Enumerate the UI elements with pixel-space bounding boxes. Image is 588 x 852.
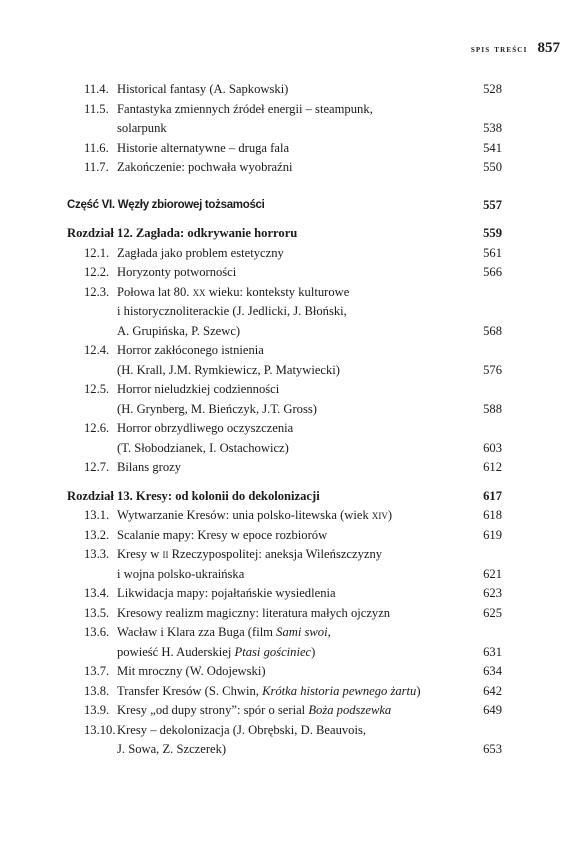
toc-entry <box>0 400 588 420</box>
entry-title: Kresy – dekolonizacja (J. Obrębski, D. Beauvois, <box>117 722 367 737</box>
section-number: 13.1. <box>84 508 110 522</box>
entry-title: Rozdział 12. Zagłada: odkrywanie horroru <box>67 226 298 240</box>
section-number: 11.4. <box>84 82 109 96</box>
section-number: 12.6. <box>84 421 110 435</box>
toc-entry <box>0 584 588 604</box>
section-number: 11.6. <box>84 140 109 155</box>
toc-entry <box>0 419 588 439</box>
table-of-contents <box>0 80 588 760</box>
section-number: 13.9. <box>84 703 110 717</box>
toc-entry <box>0 119 588 139</box>
running-header-title: spis treści <box>470 44 528 55</box>
page-ref: 561 <box>483 245 502 260</box>
entry-title: J. Sowa, Z. Szczerek) <box>117 742 227 756</box>
entry-title: Horror obrzydliwego oczyszczenia <box>117 421 294 435</box>
entry-title: (H. Grynberg, M. Bieńczyk, J.T. Gross) <box>117 401 317 416</box>
toc-entry <box>0 604 588 624</box>
section-number: 12.3. <box>84 284 110 299</box>
section-number: 12.1. <box>84 245 110 260</box>
section-number: 12.5. <box>84 382 110 396</box>
toc-entry <box>0 380 588 400</box>
section-number: 12.2. <box>84 265 110 279</box>
toc-entry <box>0 302 588 322</box>
entry-title: Zakończenie: pochwała wyobraźni <box>117 160 293 174</box>
toc-entry <box>0 526 588 546</box>
page-ref: 603 <box>483 440 502 455</box>
spacer <box>0 215 588 224</box>
entry-title: A. Grupińska, P. Szewc) <box>117 323 241 338</box>
entry-title: Kresy „od dupy strony”: spór o serial Boża podszewka <box>117 703 392 717</box>
entry-title: Likwidacja mapy: pojałtańskie wysiedlenia <box>117 586 336 600</box>
section-number: 11.7. <box>84 160 109 174</box>
page-ref: 612 <box>483 460 502 474</box>
entry-title: Połowa lat 80. xx wieku: konteksty kulturowe <box>117 284 350 299</box>
toc-entry <box>0 439 588 459</box>
toc-entry <box>0 565 588 585</box>
toc-entry <box>0 244 588 264</box>
section-number: 13.6. <box>84 625 110 639</box>
entry-title: (H. Krall, J.M. Rymkiewicz, P. Matywiecki) <box>117 362 340 377</box>
section-number: 13.3. <box>84 547 110 561</box>
entry-title: Zagłada jako problem estetyczny <box>117 245 284 260</box>
entry-title: Rozdział 13. Kresy: od kolonii do dekolonizacji <box>67 488 320 503</box>
section-number: 13.5. <box>84 605 110 620</box>
page-ref: 568 <box>483 323 502 338</box>
page-ref: 618 <box>483 508 502 522</box>
toc-entry <box>0 158 588 178</box>
entry-title: Historie alternatywne – druga fala <box>117 140 290 155</box>
page-ref: 634 <box>483 664 502 678</box>
entry-title: solarpunk <box>117 121 167 135</box>
page-ref: 619 <box>483 527 502 542</box>
entry-title: Horror zakłóconego istnienia <box>117 343 264 357</box>
chapter-heading <box>0 487 588 507</box>
toc-entry <box>0 361 588 381</box>
section-number: 12.4. <box>84 343 110 357</box>
running-header <box>471 40 560 57</box>
section-number: 13.10. <box>84 722 116 737</box>
toc-entry <box>0 545 588 565</box>
page-ref: 559 <box>483 226 502 240</box>
chapter-heading <box>0 224 588 244</box>
page-ref: 625 <box>483 605 502 620</box>
toc-entry <box>0 701 588 721</box>
part-heading <box>0 196 588 216</box>
section-number: 13.8. <box>84 683 110 698</box>
entry-title: i wojna polsko-ukraińska <box>117 566 245 581</box>
entry-title: Horyzonty potworności <box>117 265 237 279</box>
toc-entry <box>0 643 588 663</box>
toc-entry <box>0 100 588 120</box>
entry-title: Historical fantasy (A. Sapkowski) <box>117 82 289 96</box>
toc-entry <box>0 662 588 682</box>
toc-entry <box>0 721 588 741</box>
page-ref: 541 <box>483 140 502 155</box>
entry-title: Mit mroczny (W. Odojewski) <box>117 664 266 678</box>
entry-title: Transfer Kresów (S. Chwin, Krótka historia pewnego żartu) <box>117 683 421 698</box>
toc-entry <box>0 740 588 760</box>
spacer <box>0 478 588 487</box>
entry-title: Kresowy realizm magiczny: literatura małych ojczyzn <box>117 605 391 620</box>
page-ref: 642 <box>483 683 502 698</box>
entry-title: Horror nieludzkiej codzienności <box>117 382 280 396</box>
page-number: 857 <box>537 40 560 56</box>
page-ref: 617 <box>483 488 502 503</box>
entry-title: (T. Słobodzianek, I. Ostachowicz) <box>117 440 289 455</box>
entry-title: Fantastyka zmiennych źródeł energii – steampunk, <box>117 101 373 116</box>
entry-title: Bilans grozy <box>117 460 182 474</box>
entry-title: Wacław i Klara zza Buga (film Sami swoi, <box>117 625 331 639</box>
page-ref: 557 <box>483 197 502 212</box>
page-ref: 588 <box>483 401 502 416</box>
page-ref: 550 <box>483 160 502 174</box>
toc-entry <box>0 682 588 702</box>
section-number: 11.5. <box>84 101 109 116</box>
entry-title: powieść H. Auderskiej Ptasi gościniec) <box>117 644 316 659</box>
toc-entry <box>0 341 588 361</box>
page-ref: 653 <box>483 742 502 756</box>
toc-entry <box>0 263 588 283</box>
page-ref: 649 <box>483 703 502 717</box>
entry-title: Część VI. Węzły zbiorowej tożsamości <box>67 198 265 211</box>
page-ref: 576 <box>483 362 502 377</box>
entry-title: Scalanie mapy: Kresy w epoce rozbiorów <box>117 527 328 542</box>
toc-entry <box>0 623 588 643</box>
toc-entry <box>0 506 588 526</box>
section-number: 13.7. <box>84 664 110 678</box>
section-number: 12.7. <box>84 460 110 474</box>
toc-entry <box>0 139 588 159</box>
page-ref: 566 <box>483 265 502 279</box>
page-ref: 538 <box>483 121 502 135</box>
entry-title: Kresy w ii Rzeczypospolitej: aneksja Wileńszczyzny <box>117 547 383 561</box>
page-ref: 528 <box>483 82 502 96</box>
toc-entry <box>0 283 588 303</box>
section-number: 13.2. <box>84 527 110 542</box>
entry-title: Wytwarzanie Kresów: unia polsko-litewska (wiek xiv) <box>117 508 393 522</box>
toc-entry <box>0 322 588 342</box>
section-number: 13.4. <box>84 586 110 600</box>
page-ref: 623 <box>483 586 502 600</box>
spacer <box>0 178 588 196</box>
page-ref: 631 <box>483 644 502 659</box>
page-ref: 621 <box>483 566 502 581</box>
toc-entry <box>0 80 588 100</box>
toc-entry <box>0 458 588 478</box>
entry-title: i historycznoliterackie (J. Jedlicki, J. Błoński, <box>117 304 347 318</box>
